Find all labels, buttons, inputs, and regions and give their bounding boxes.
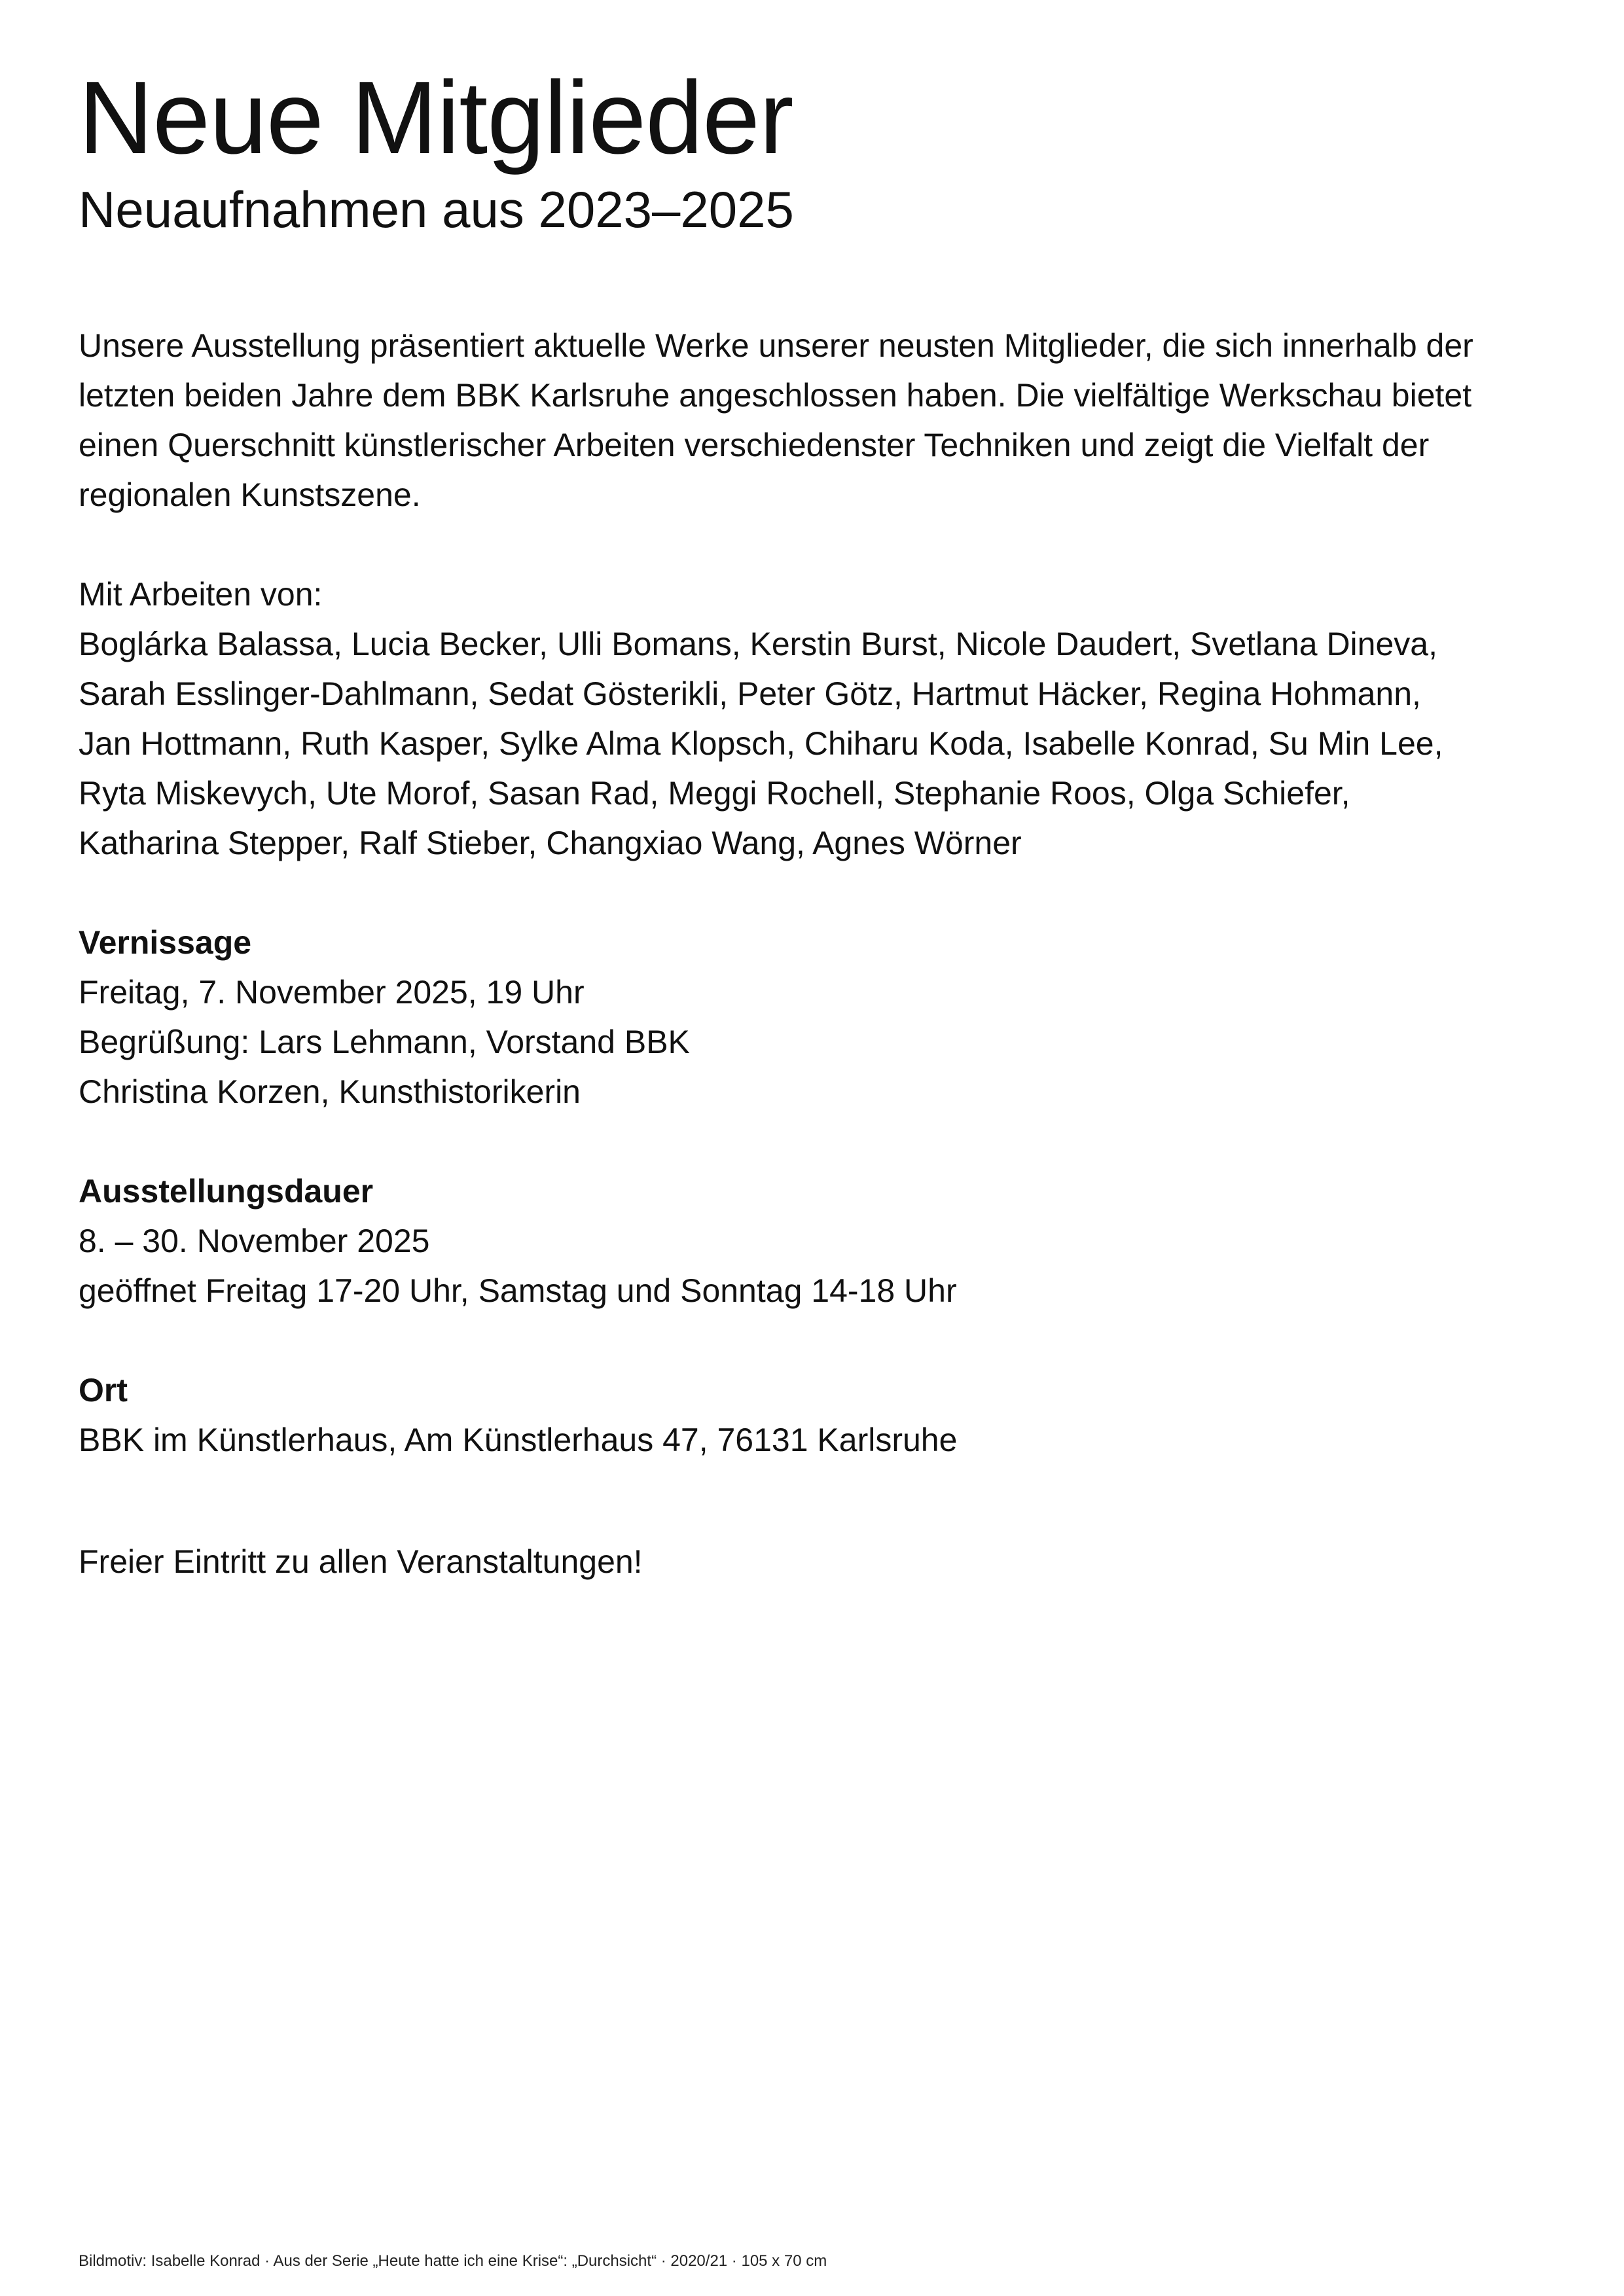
free-entry-note: Freier Eintritt zu allen Veranstaltungen! [79, 1543, 643, 1580]
document-page [79, 59, 1558, 1587]
intro-line: einen Querschnitt künstlerischer Arbeiten verschiedenster Techniken und zeigt die Vielfalt der [79, 427, 1430, 463]
intro-line: regionalen Kunstszene. [79, 476, 421, 513]
artists-section [79, 569, 1558, 868]
duration-heading: Ausstellungsdauer [79, 1173, 374, 1210]
image-credit: Bildmotiv: Isabelle Konrad · Aus der Serie „Heute hatte ich eine Krise“: „Durchsicht“ · 2020/21 · 105 x 70 cm [79, 2252, 827, 2270]
artists-label: Mit Arbeiten von: [79, 576, 323, 613]
duration-hours: geöffnet Freitag 17-20 Uhr, Samstag und Sonntag 14-18 Uhr [79, 1272, 957, 1309]
artists-line: Katharina Stepper, Ralf Stieber, Changxiao Wang, Agnes Wörner [79, 825, 1022, 861]
vernissage-heading: Vernissage [79, 924, 252, 961]
artists-line: Boglárka Balassa, Lucia Becker, Ulli Bomans, Kerstin Burst, Nicole Daudert, Svetlana Dineva, [79, 626, 1437, 662]
location-address: BBK im Künstlerhaus, Am Künstlerhaus 47, 76131 Karlsruhe [79, 1422, 958, 1458]
intro-line: Unsere Ausstellung präsentiert aktuelle Werke unserer neusten Mitglieder, die sich innerhalb der [79, 327, 1473, 364]
artists-line: Sarah Esslinger-Dahlmann, Sedat Gösterikli, Peter Götz, Hartmut Häcker, Regina Hohmann, [79, 675, 1421, 712]
artists-line: Ryta Miskevych, Ute Morof, Sasan Rad, Meggi Rochell, Stephanie Roos, Olga Schiefer, [79, 775, 1350, 812]
intro-paragraph [79, 321, 1558, 520]
vernissage-section [79, 918, 1558, 1117]
vernissage-date: Freitag, 7. November 2025, 19 Uhr [79, 974, 585, 1011]
intro-line: letzten beiden Jahre dem BBK Karlsruhe angeschlossen haben. Die vielfältige Werkschau bietet [79, 377, 1472, 414]
page-title: Neue Mitglieder [79, 60, 793, 175]
duration-section [79, 1166, 1558, 1316]
duration-dates: 8. – 30. November 2025 [79, 1223, 430, 1259]
vernissage-speaker: Christina Korzen, Kunsthistorikerin [79, 1073, 581, 1110]
page-subtitle: Neuaufnahmen aus 2023–2025 [79, 181, 794, 238]
location-heading: Ort [79, 1372, 128, 1408]
location-section [79, 1365, 1558, 1465]
artists-line: Jan Hottmann, Ruth Kasper, Sylke Alma Klopsch, Chiharu Koda, Isabelle Konrad, Su Min Lee, [79, 725, 1443, 762]
vernissage-welcome: Begrüßung: Lars Lehmann, Vorstand BBK [79, 1024, 690, 1060]
